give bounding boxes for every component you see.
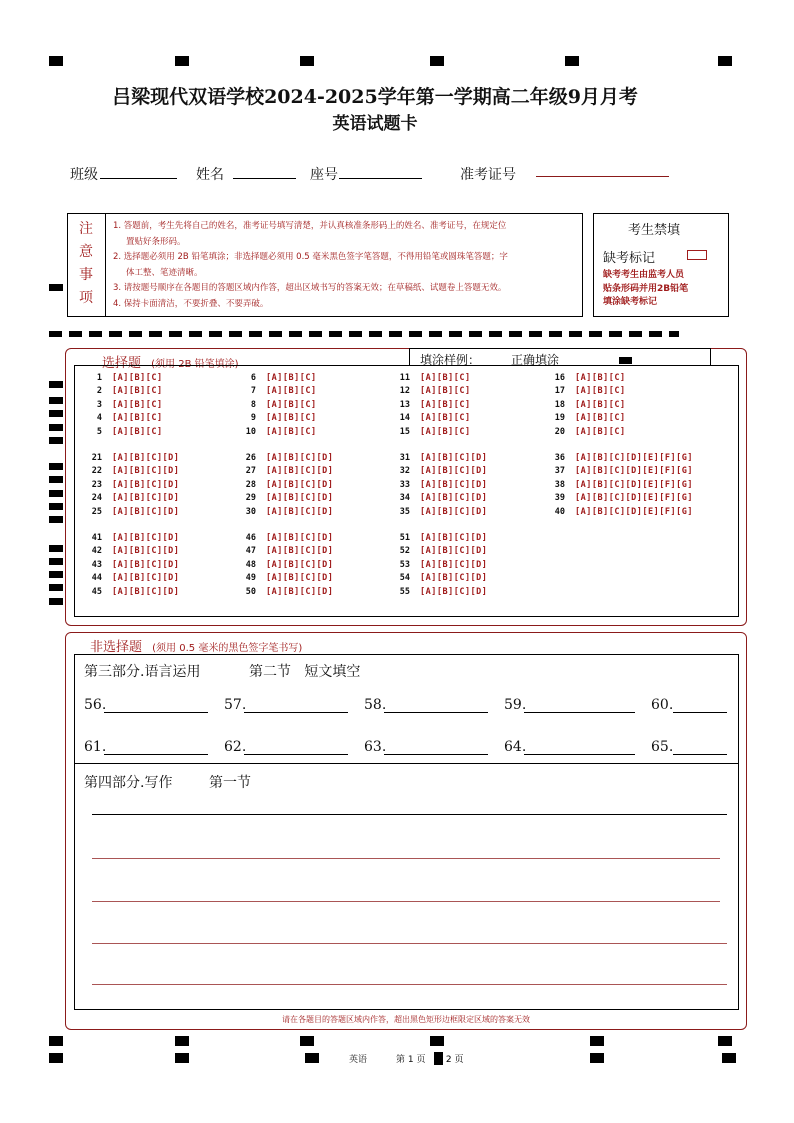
mcq-question — [549, 413, 626, 423]
mcq-question — [86, 427, 163, 437]
answer-options[interactable]: [A][B][C][D] — [112, 466, 180, 477]
mcq-question — [394, 587, 487, 597]
question-number: 46 — [245, 533, 256, 543]
registration-mark — [49, 410, 63, 417]
registration-mark — [565, 56, 579, 66]
answer-options[interactable]: [A][B][C] — [420, 413, 471, 424]
registration-mark — [49, 284, 63, 291]
blank-56-field[interactable] — [104, 712, 208, 713]
mcq-question — [86, 480, 179, 490]
question-number: 32 — [399, 466, 410, 477]
question-number: 30 — [245, 506, 256, 517]
question-number: 27 — [245, 466, 256, 477]
mcq-question — [394, 533, 487, 543]
proctor-instructions — [603, 269, 688, 310]
answer-options[interactable]: [A][B][C][D] — [266, 573, 334, 584]
mcq-question — [549, 507, 693, 517]
registration-mark — [49, 56, 63, 66]
page-title: 吕梁现代双语学校2024-2025学年第一学期高二年级9月月考 — [112, 86, 638, 108]
answer-options[interactable]: [A][B][C][D] — [266, 559, 334, 570]
mcq-question — [240, 573, 333, 583]
registration-mark — [175, 1053, 189, 1063]
mcq-question — [394, 386, 471, 396]
registration-mark — [49, 558, 63, 565]
mcq-question — [394, 507, 487, 517]
registration-mark — [300, 56, 314, 66]
question-number: 23 — [91, 479, 102, 490]
answer-options[interactable]: [A][B][C][D] — [112, 453, 180, 463]
question-number: 43 — [91, 559, 102, 570]
registration-mark — [590, 1036, 604, 1046]
blank-64-field[interactable] — [524, 754, 635, 755]
answer-options[interactable]: [A][B][C][D] — [112, 546, 180, 557]
blank-65-field[interactable] — [673, 754, 727, 755]
registration-mark — [718, 56, 732, 66]
correct-label: 正确填涂 — [511, 353, 560, 367]
name-label: 姓名 — [196, 167, 224, 183]
registration-mark — [430, 1036, 444, 1046]
exam-id-label: 准考证号 — [460, 167, 516, 183]
mcq-question — [394, 400, 471, 410]
answer-options[interactable]: [A][B][C][D] — [266, 506, 334, 517]
answer-options[interactable]: [A][B][C][D][E][F][G] — [575, 506, 693, 517]
registration-mark — [175, 56, 189, 66]
question-number: 37 — [554, 466, 565, 477]
answer-options[interactable]: [A][B][C] — [266, 373, 317, 383]
note-item: 置贴好条形码。 — [126, 236, 186, 247]
note-item: 1. 答题前，考生先将自己的姓名，准考证号填写清楚，并认真核准条形码上的姓名、准考证号，在规定位 — [113, 221, 507, 231]
answer-options[interactable]: [A][B][C][D][E][F][G] — [575, 493, 693, 504]
question-number: 2 — [96, 386, 102, 397]
notes-heading — [67, 213, 106, 317]
answer-options[interactable]: [A][B][C] — [266, 413, 317, 424]
question-number: 14 — [399, 413, 410, 424]
correct-fill-sample — [619, 357, 632, 364]
proctor-instruction-line: 填涂缺考标记 — [603, 297, 658, 307]
registration-mark — [49, 490, 63, 497]
mcq-question — [240, 533, 333, 543]
answer-options[interactable]: [A][B][C][D] — [112, 559, 180, 570]
mcq-question — [240, 466, 333, 476]
seat-field[interactable] — [339, 178, 422, 179]
answer-options[interactable]: [A][B][C][D] — [420, 533, 488, 543]
answer-options[interactable]: [A][B][C] — [112, 399, 163, 410]
name-field[interactable] — [233, 178, 296, 179]
writing-line[interactable] — [92, 984, 727, 985]
question-number: 4 — [96, 413, 102, 424]
mcq-question — [86, 413, 163, 423]
question-number: 54 — [399, 573, 410, 584]
notes-heading-char: 事 — [79, 267, 93, 283]
writing-line[interactable] — [92, 858, 720, 859]
note-item: 4. 保持卡面清洁，不要折叠、不要弄破。 — [113, 298, 269, 309]
question-number: 9 — [250, 413, 256, 424]
answer-options[interactable]: [A][B][C] — [266, 399, 317, 410]
note-item: 2. 选择题必须用 2B 铅笔填涂；非选择题必须用 0.5 毫米黑色签字笔答题，不得用铅笔或圆珠笔答题；字 — [113, 252, 508, 262]
mcq-question — [240, 373, 317, 383]
answer-options[interactable]: [A][B][C] — [575, 426, 626, 437]
mcq-question — [394, 573, 487, 583]
answer-options[interactable]: [A][B][C] — [112, 386, 163, 397]
part3-title: 第三部分.语言运用 — [84, 664, 201, 680]
answer-options[interactable]: [A][B][C][D] — [420, 466, 488, 477]
notes-heading-char: 项 — [79, 290, 93, 306]
part4-title: 第四部分.写作 — [84, 775, 173, 791]
writing-line[interactable] — [92, 943, 727, 944]
question-number: 11 — [399, 373, 410, 383]
blank-label: 57. — [224, 697, 247, 713]
answer-options[interactable]: [A][B][C][D] — [420, 479, 488, 490]
registration-mark — [49, 463, 63, 470]
answer-options[interactable]: [A][B][C][D] — [266, 453, 334, 463]
answer-options[interactable]: [A][B][C][D] — [112, 506, 180, 517]
answer-options[interactable]: [A][B][C][D][E][F][G] — [575, 466, 693, 477]
question-number: 39 — [554, 493, 565, 504]
mcq-question — [86, 373, 163, 383]
footer-total: 共 2 页 — [434, 1052, 463, 1065]
answer-options[interactable]: [A][B][C] — [112, 413, 163, 424]
mcq-question — [240, 427, 317, 437]
mcq-question — [86, 507, 179, 517]
mcq-subtitle: (须用 2B 铅笔填涂) — [151, 359, 239, 370]
mcq-question — [240, 386, 317, 396]
registration-mark — [590, 1053, 604, 1063]
registration-mark — [49, 598, 63, 605]
answer-options[interactable]: [A][B][C][D] — [420, 586, 488, 597]
registration-mark — [49, 1053, 63, 1063]
answer-options[interactable]: [A][B][C][D] — [112, 586, 180, 597]
blank-61-field[interactable] — [104, 754, 208, 755]
mcq-question — [240, 400, 317, 410]
registration-mark — [49, 381, 63, 388]
footer-warning: 请在各题目的答题区域内作答，超出黑色矩形边框限定区域的答案无效 — [282, 1015, 530, 1024]
blank-58-field[interactable] — [384, 712, 488, 713]
mcq-question — [86, 587, 179, 597]
class-label: 班级 — [70, 167, 98, 183]
blank-label: 59. — [504, 697, 527, 713]
mcq-question — [86, 386, 163, 396]
question-number: 24 — [91, 493, 102, 504]
question-number: 50 — [245, 586, 256, 597]
question-number: 20 — [554, 426, 565, 437]
absent-label: 缺考标记 — [603, 251, 656, 266]
mcq-question — [240, 546, 333, 556]
notes-list — [113, 219, 579, 312]
answer-options[interactable]: [A][B][C] — [575, 386, 626, 397]
blank-label: 58. — [364, 697, 387, 713]
mcq-question — [240, 587, 333, 597]
question-number: 5 — [96, 426, 102, 437]
registration-mark — [49, 584, 63, 591]
question-number: 6 — [250, 373, 256, 383]
registration-mark — [300, 1036, 314, 1046]
blank-57-field[interactable] — [244, 712, 348, 713]
answer-options[interactable]: [A][B][C] — [420, 373, 471, 383]
footer-page: 第 1 页 — [396, 1055, 426, 1065]
mcq-question — [394, 373, 471, 383]
answer-options[interactable]: [A][B][C][D] — [266, 533, 334, 543]
proctor-instruction-line: 缺考考生由监考人员 — [603, 270, 685, 280]
mcq-question — [549, 373, 626, 383]
answer-options[interactable]: [A][B][C][D] — [266, 546, 334, 557]
question-number: 47 — [245, 546, 256, 557]
non-mcq-title — [90, 636, 302, 655]
question-number: 48 — [245, 559, 256, 570]
mcq-question — [394, 453, 487, 463]
question-number: 10 — [245, 426, 256, 437]
mcq-question — [86, 493, 179, 503]
question-number: 55 — [399, 586, 410, 597]
question-number: 33 — [399, 479, 410, 490]
question-number: 3 — [96, 399, 102, 410]
answer-options[interactable]: [A][B][C][D] — [112, 533, 180, 543]
mcq-question — [394, 466, 487, 476]
answer-options[interactable]: [A][B][C][D] — [112, 573, 180, 584]
question-number: 12 — [399, 386, 410, 397]
mcq-question — [549, 493, 693, 503]
mcq-question — [240, 480, 333, 490]
mcq-question — [394, 493, 487, 503]
notes-heading-char: 意 — [79, 244, 93, 260]
question-number: 51 — [399, 533, 410, 543]
mcq-question — [394, 480, 487, 490]
question-number: 34 — [399, 493, 410, 504]
answer-options[interactable]: [A][B][C][D] — [266, 586, 334, 597]
blank-label: 63. — [364, 739, 387, 755]
blank-label: 64. — [504, 739, 527, 755]
registration-mark — [49, 476, 63, 483]
question-number: 42 — [91, 546, 102, 557]
blank-60-field[interactable] — [673, 712, 727, 713]
answer-options[interactable]: [A][B][C] — [575, 399, 626, 410]
mcq-question — [86, 573, 179, 583]
mcq-question — [86, 466, 179, 476]
mcq-question — [86, 453, 179, 463]
seat-label: 座号 — [310, 167, 338, 183]
question-number: 44 — [91, 573, 102, 584]
mcq-question — [394, 413, 471, 423]
answer-options[interactable]: [A][B][C][D] — [266, 479, 334, 490]
mcq-question — [86, 400, 163, 410]
footer-subject: 英语 — [349, 1055, 368, 1065]
answer-options[interactable]: [A][B][C][D] — [420, 493, 488, 504]
question-number: 18 — [554, 399, 565, 410]
question-number: 16 — [554, 373, 565, 383]
answer-options[interactable]: [A][B][C] — [266, 426, 317, 437]
answer-options[interactable]: [A][B][C][D] — [112, 479, 180, 490]
part3-section: 第二节 短文填空 — [249, 664, 361, 680]
answer-options[interactable]: [A][B][C] — [575, 413, 626, 424]
question-number: 26 — [245, 453, 256, 463]
note-item: 体工整、笔迹清晰。 — [126, 267, 203, 278]
exam-id-field[interactable] — [536, 176, 669, 177]
answer-options[interactable]: [A][B][C] — [112, 373, 163, 383]
blank-label: 60. — [651, 697, 674, 713]
writing-line[interactable] — [92, 814, 727, 815]
answer-options[interactable]: [A][B][C] — [420, 386, 471, 397]
mcq-question — [549, 427, 626, 437]
timing-track — [49, 331, 679, 337]
blank-59-field[interactable] — [524, 712, 635, 713]
question-number: 45 — [91, 586, 102, 597]
registration-mark — [49, 571, 63, 578]
answer-options[interactable]: [A][B][C][D] — [420, 573, 488, 584]
answer-options[interactable]: [A][B][C] — [420, 399, 471, 410]
question-number: 25 — [91, 506, 102, 517]
mcq-question — [549, 453, 693, 463]
answer-options[interactable]: [A][B][C][D] — [266, 493, 334, 504]
question-number: 36 — [554, 453, 565, 463]
registration-mark — [175, 1036, 189, 1046]
answer-options[interactable]: [A][B][C][D] — [420, 559, 488, 570]
answer-options[interactable]: [A][B][C] — [112, 426, 163, 437]
question-number: 31 — [399, 453, 410, 463]
writing-line[interactable] — [92, 901, 720, 902]
proctor-instruction-line: 贴条形码并用2B铅笔 — [603, 283, 689, 294]
question-number: 8 — [250, 399, 256, 410]
question-number: 49 — [245, 573, 256, 584]
mcq-question — [240, 560, 333, 570]
registration-mark — [718, 1036, 732, 1046]
question-number: 28 — [245, 479, 256, 490]
mcq-question — [240, 507, 333, 517]
non-mcq-subtitle: (须用 0.5 毫米的黑色签字笔书写) — [152, 643, 303, 654]
question-number: 21 — [91, 453, 102, 463]
registration-mark — [430, 56, 444, 66]
mcq-question — [549, 480, 693, 490]
answer-options[interactable]: [A][B][C] — [420, 426, 471, 437]
answer-options[interactable]: [A][B][C][D] — [266, 466, 334, 477]
answer-options[interactable]: [A][B][C][D] — [420, 506, 488, 517]
proctor-title: 考生禁填 — [627, 223, 680, 238]
blank-63-field[interactable] — [384, 754, 488, 755]
registration-mark — [49, 424, 63, 431]
registration-mark — [49, 516, 63, 523]
question-number: 35 — [399, 506, 410, 517]
registration-mark — [49, 503, 63, 510]
notes-heading-char: 注 — [79, 221, 93, 237]
mcq-question — [240, 413, 317, 423]
mcq-question — [394, 546, 487, 556]
question-number: 15 — [399, 426, 410, 437]
answer-options[interactable]: [A][B][C][D] — [420, 546, 488, 557]
part4-section: 第一节 — [209, 775, 251, 791]
answer-options[interactable]: [A][B][C] — [575, 373, 626, 383]
mcq-question — [394, 427, 471, 437]
question-number: 52 — [399, 546, 410, 557]
mcq-question — [549, 386, 626, 396]
mcq-question — [86, 560, 179, 570]
non-mcq-title-text: 非选择题 — [90, 640, 143, 655]
answer-options[interactable]: [A][B][C] — [266, 386, 317, 397]
question-number: 29 — [245, 493, 256, 504]
answer-options[interactable]: [A][B][C][D][E][F][G] — [575, 453, 693, 463]
question-number: 38 — [554, 479, 565, 490]
question-number: 40 — [554, 506, 565, 517]
blank-62-field[interactable] — [244, 754, 348, 755]
mcq-question — [549, 466, 693, 476]
mcq-question — [240, 453, 333, 463]
class-field[interactable] — [100, 178, 177, 179]
answer-options[interactable]: [A][B][C][D] — [112, 493, 180, 504]
absent-mark-box[interactable] — [687, 250, 707, 260]
blank-label: 65. — [651, 739, 674, 755]
sample-label: 填涂样例： — [420, 353, 481, 367]
part4-box — [74, 763, 739, 1010]
blank-label: 61. — [84, 739, 107, 755]
mcq-question — [86, 546, 179, 556]
question-number: 22 — [91, 466, 102, 477]
registration-mark — [49, 437, 63, 444]
mcq-title-text: 选择题 — [102, 356, 142, 371]
mcq-question — [240, 493, 333, 503]
answer-options[interactable]: [A][B][C][D][E][F][G] — [575, 479, 693, 490]
question-number: 41 — [91, 533, 102, 543]
answer-options[interactable]: [A][B][C][D] — [420, 453, 488, 463]
registration-mark — [722, 1053, 736, 1063]
question-number: 1 — [96, 373, 102, 383]
blank-label: 56. — [84, 697, 107, 713]
question-number: 13 — [399, 399, 410, 410]
question-number: 17 — [554, 386, 565, 397]
mcq-question — [394, 560, 487, 570]
mcq-question — [86, 533, 179, 543]
registration-mark — [49, 397, 63, 404]
note-item: 3. 请按题号顺序在各题目的答题区域内作答，超出区域书写的答案无效；在草稿纸、试题卷上答题无效。 — [113, 283, 507, 293]
registration-mark — [305, 1053, 319, 1063]
question-number: 7 — [250, 386, 256, 397]
question-number: 53 — [399, 559, 410, 570]
registration-mark — [49, 1036, 63, 1046]
question-number: 19 — [554, 413, 565, 424]
blank-label: 62. — [224, 739, 247, 755]
registration-mark — [49, 545, 63, 552]
page-subtitle: 英语试题卡 — [332, 114, 418, 134]
mcq-question — [549, 400, 626, 410]
